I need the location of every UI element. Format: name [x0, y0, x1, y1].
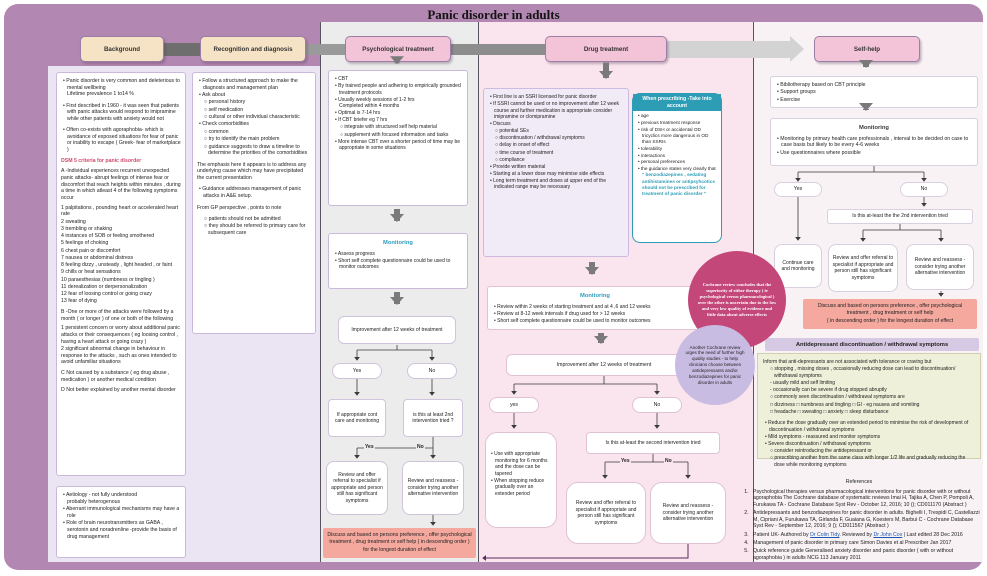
header-drug-label: Drug treatment — [583, 45, 629, 53]
drug-improvement-box: Improvement after 12 weeks of treatment — [506, 354, 702, 376]
reference-item: 1. Psychological therapies versus pharmacological interventions for panic disorder with or without agoraphobia The Cochrane database of systematic reviews Imai H, Tajika A, Chen P, Pompoli A, Furukawa TA - Cochrane Database Syst Rev - October 12, 2016; 10 (); CD011170 (Abstract ) — [750, 489, 982, 509]
antidepressant-withdrawal-title: Antidepressant discontinuation / withdrawal symptoms — [765, 338, 979, 351]
dsm-criterion-c: C Not caused by a substance ( eg drug abuse , medication ) or another medical condition — [61, 369, 171, 383]
header-background — [80, 36, 164, 62]
drug-prescribing-title: When prescribing -Take into account — [633, 94, 721, 111]
references-section — [736, 479, 982, 563]
selfhelp-yes-pill: Yes — [774, 182, 822, 197]
selfhelp-options-box — [770, 76, 978, 108]
reference-item: 4. Management of panic disorder in primary care Simon Davies et al Prescriber Jan 2017 — [750, 540, 982, 547]
selfhelp-continue-box: Continue care and monitoring — [774, 244, 822, 288]
psych-continue-box: If appropriate cont care and monitoring — [328, 399, 386, 437]
psych-monitoring-list: • Assess progress • Short self complete questionnaire could be used to monitor outcomes — [335, 250, 452, 271]
psych-yes-pill: Yes — [332, 363, 382, 379]
selfhelp-no-pill: No — [900, 182, 948, 197]
selfhelp-2nd-intervention-box: Is this at-least the the 2nd intervention tried — [827, 209, 973, 224]
drug-monitoring-title: Monitoring — [580, 293, 610, 299]
background-intro-list: • Panic disorder is very common and deleterious to mental wellbeing Lifetime prevalence 1 to14 % • First described in 1960 - it was seen that patients with panic attacks would respond to imipramine while other patients with anxiety would not • Often co-exists with agoraphobia- which is avoidance of exposed situations for fear of panic or inability to escape ( Greek- fear of marketplace ) — [63, 78, 183, 154]
drug-main-list: • First line is an SSRI licensed for panic disorder • If SSRI cannot be used or no improvement after 12 week course and further medication is appropriate consider imipramine or clomipramine • Discuss ○ potential SEs ○ discontinuation / withdrawal symptoms ○ delay in onset of effect ○ time course of treatment ○ compliance • Provide written material • Starting at a lower dose may minimise side effects • Long term treatment and doses at upper end of the indicated range may be necessary — [490, 94, 621, 191]
background-aetiology-box — [56, 486, 186, 558]
drug-guidance-quote: " benzodiazepines , sedating antihistamines or antipsyhcotics should not be prescribed for treatment of panic disorder " — [642, 172, 717, 196]
psych-cbt-box — [328, 70, 468, 206]
psych-referral-box: Review and offer referral to specialist if appropriate and person still has significant symptoms — [326, 461, 388, 515]
psych-cbt-list: • CBT • By trained people and adhering to empirically grounded treatment protocols • Usually weekly sessions of 1-2 hrs Completed within 4 months • Optimal is 7-14 hrs • If CBT briefer eg 7 hrs ○ integrate with structured self help material ○ supplement with focused information and tasks • More intense CBT over a shorter period of time may be appropriate in some situations — [335, 76, 463, 152]
drug-monitoring-box — [487, 286, 703, 330]
reference-item — [750, 532, 982, 539]
header-background-label: Background — [103, 45, 141, 53]
reference-item: 2. Antidepressants and benzodiazepines for panic disorder in adults. Bighelli I, Trespidi C, Castellazzi M, Cipriani A, Furukawa TA, Girlanda F, Guaiana G, Koesters M, Barbui C - Cochrane Database Syst Rev - September 12, 2016; 9 (); CD011567 (Abstract ) — [750, 510, 982, 530]
selfhelp-referral-box: Review and offer referral to specialist if appropriate and person still has significant symptoms — [828, 244, 898, 292]
drug-branch-yes-label: Yes — [621, 458, 630, 464]
flow-band-segment — [451, 44, 547, 55]
selfhelp-reassess-box: Review and reassess - consider trying another alternative intervention — [906, 244, 974, 290]
dsm-b-list: 1 persistent concern or worry about additional panic attacks or their consequences ( eg loosing control , having a heart attack or going crazy ) 2 significant abnormal change in behaviour in response to the attacks , such as ones intended to avoid unfamiliar situations — [61, 325, 182, 366]
psych-branch-yes-label: Yes — [365, 444, 374, 450]
recognition-list: • Follow a structured approach to make the diagnosis and management plan • Ask about ○ personal history ○ self medication ○ cultural or other individual characteristic • Check comorbidities ○ common ○ try to identify the main problem ○ guidance suggests to draw a timeline to determine the priorities of the comorbidities The emphasis here it appears is to address any underlying cause which may have precipitated the current presentation • Guidance addresses management of panic attacks in A&E setup. From GP perspective , points to note ○ patients should not be admitted ○ they should be referred to primary care for subsequent care — [197, 78, 308, 236]
drug-taper-list: • Use with appropriate monitoring for 6 months and the dose can be tapered • When stopping reduce gradually over an extender period — [491, 451, 549, 497]
psych-reassess-box: Review and reassess - consider trying another alternative intervention — [402, 461, 464, 515]
reference-link-dr-colin-tidy[interactable]: Dr Colin Tidy — [810, 531, 840, 538]
selfhelp-options-list: • Bibliotherapy based on CBT principle • Support groups • Exercise — [777, 82, 866, 103]
drug-taper-box — [485, 432, 557, 528]
drug-2nd-intervention-box: Is this at-least the second intervention tried — [586, 432, 720, 454]
dsm-criterion-a: A -Individual experiences recurrent unexpected panic attacks- abrupt feelings of intense fear or discomfort that reach heights within minutes , during a time in which atleast 4 of the following symptoms occur — [61, 168, 183, 202]
drug-guidance-plain: • the guidance states very clearly that — [638, 166, 718, 172]
selfhelp-monitoring-box — [770, 118, 978, 166]
drug-monitoring-list: • Review within 2 weeks of starting treatment and at 4 ,6 and 12 weeks • Review at 8-12 week intervals if drug used for > 12 weeks • Short self complete questionnaire could be used to monitor outcomes — [494, 303, 651, 324]
header-psychological — [345, 36, 451, 62]
dsm-criterion-b: B -One or more of the attacks were followed by a month ( or longer ) of one or both of the following — [61, 309, 175, 322]
page-title: Panic disorder in adults — [427, 7, 560, 22]
reference-link-dr-john-cox[interactable]: Dr John Cox — [873, 531, 903, 538]
drug-no-pill: No — [632, 397, 682, 413]
psych-monitoring-title: Monitoring — [383, 240, 413, 246]
psych-2nd-intervention-box: is this at least 2nd intervention tried ? — [403, 399, 463, 437]
flow-band-segment — [667, 41, 790, 58]
reference-text: | Last edited 28 Dec 2016 — [902, 531, 963, 538]
psych-no-pill: No — [407, 363, 457, 379]
psych-improvement-box: Improvement after 12 weeks of treatment — [338, 316, 456, 344]
cochrane-review-circle: Cochrane review concludes that the superiority of either therapy ( ie psychological versus pharmacological ) over the other is uncertain due to the low and very low quality of evidence and little data about adverse effects — [688, 251, 786, 349]
antidepressant-withdrawal-list: Inform that anti-depressants are not associated with tolerance or craving but ○ stopping , missing doses , occasionally reducing dose can lead to discontinuation/ withdrawal symptoms - usually mild and self limiting - occasionally can be severe if drug stopped abruptly ○ commonly seen discontinuation / withdrawal symptoms are □ dizziness □ numbness and tingling □ GI - eg nausea and vomiting □ headache □ sweating □ anxiety □ sleep disturbance • Reduce the dose gradually over an extended period to minimise the risk of development of discontinuation / withdrawal symptoms • Mild symptoms - reassured and monitor symptoms • Severe discontinuation / withdrawal symptoms ○ consider reintroducing the antidepressant or ○ prescribing another from the same class with longer 1/2 life and gradually reducing the dose while monitoring symptoms — [763, 359, 970, 468]
cochrane-second-review-circle: Another Cochrane review urges the need of further high quality studies - to help clinicians choose between antidepressants and/or benzodiazepines for panic disorder in adults — [675, 325, 755, 405]
psych-monitoring-box — [328, 233, 468, 289]
background-main-box — [56, 72, 186, 476]
recognition-box — [192, 72, 316, 334]
flow-band-arrowhead — [790, 36, 804, 62]
drug-referral-box: Review and offer referral to specialist if appropriate and person still has significant symptoms — [566, 482, 646, 544]
header-selfhelp-label: Self-help — [853, 45, 881, 53]
antidepressant-withdrawal-box — [757, 353, 981, 468]
drug-main-box — [483, 88, 629, 257]
header-drug — [545, 36, 667, 62]
dsm5-heading: DSM 5 criteria for panic disorder — [61, 157, 142, 164]
references-title: References — [845, 479, 873, 485]
header-selfhelp — [814, 36, 920, 62]
drug-prescribing-box — [632, 93, 722, 243]
flow-band-segment — [164, 43, 204, 56]
dsm-criterion-d: D Not better explained by another mental disorder — [61, 387, 176, 394]
flow-band-segment — [306, 44, 348, 55]
drug-branch-no-label: No — [665, 458, 672, 464]
header-recognition-label: Recognition and diagnosis — [213, 45, 293, 53]
header-recognition — [200, 36, 306, 62]
selfhelp-discuss-box: Discuss and based on persons preference , offer psychological treatment , drug treatment or self help ( in descending order ) for the longest duration of effect — [803, 299, 977, 329]
reference-item: 5. Quick reference guide Generalised anxiety disorder and panic disorder ( with or without agoraphobia ) in adults NCG 113 January 2011 — [750, 548, 982, 561]
aetiology-list: • Aetiology - not fully understood probably heterogenous • Aberrant immunological mechanisms may have a role • Role of brain neurotransmitters as GABA , serotonin and noradrenline -provide the basis of drug management — [63, 492, 181, 540]
psych-discuss-box: Discuss and based on persons preference , offer psychological treatment , drug treatment or self help ( in descending order ) for the longest duration of effect — [323, 528, 476, 558]
drug-prescribing-list: • age • previous treatment response • risk of DSH or accidental OD tricyclics more dangerous in OD than SSRIs • tolerability • interactions • personal preferences — [638, 113, 710, 165]
drug-yes-pill: yes — [489, 397, 539, 413]
selfhelp-monitoring-list: • Monitoring by primary health care professionals , interval to be decided on case to case basis but likely to be every 4-6 weeks • Use questionnaires where possible — [777, 135, 970, 156]
reference-text: . Reviewed by — [839, 531, 874, 538]
header-psychological-label: Psychological treatment — [362, 45, 434, 53]
psych-branch-no-label: No — [417, 444, 424, 450]
dsm-a-symptom-list: 1 palpitations , pounding heart or accelerated heart rate 2 sweating 3 trembling or shaking 4 instances of SOB or feeling smothered 5 feelings of choking 6 chest pain or discomfort 7 nausea or abdominal distress 8 feeling dizzy , unsteady , light headed , or faint 9 chills or heat sensations 10 paraesthesias (numbness or tingling ) 11 derealization or derpersonalization 12 fear of loosing control or going crazy 13 fear of dying — [61, 204, 180, 305]
reference-text: Patient UK- Authored by — [753, 531, 811, 538]
references-list — [736, 489, 982, 562]
drug-prescribing-guidance — [636, 166, 718, 197]
selfhelp-monitoring-title: Monitoring — [859, 125, 889, 131]
drug-reassess-box: Review and reassess - consider trying another alternative intervention — [650, 482, 726, 544]
